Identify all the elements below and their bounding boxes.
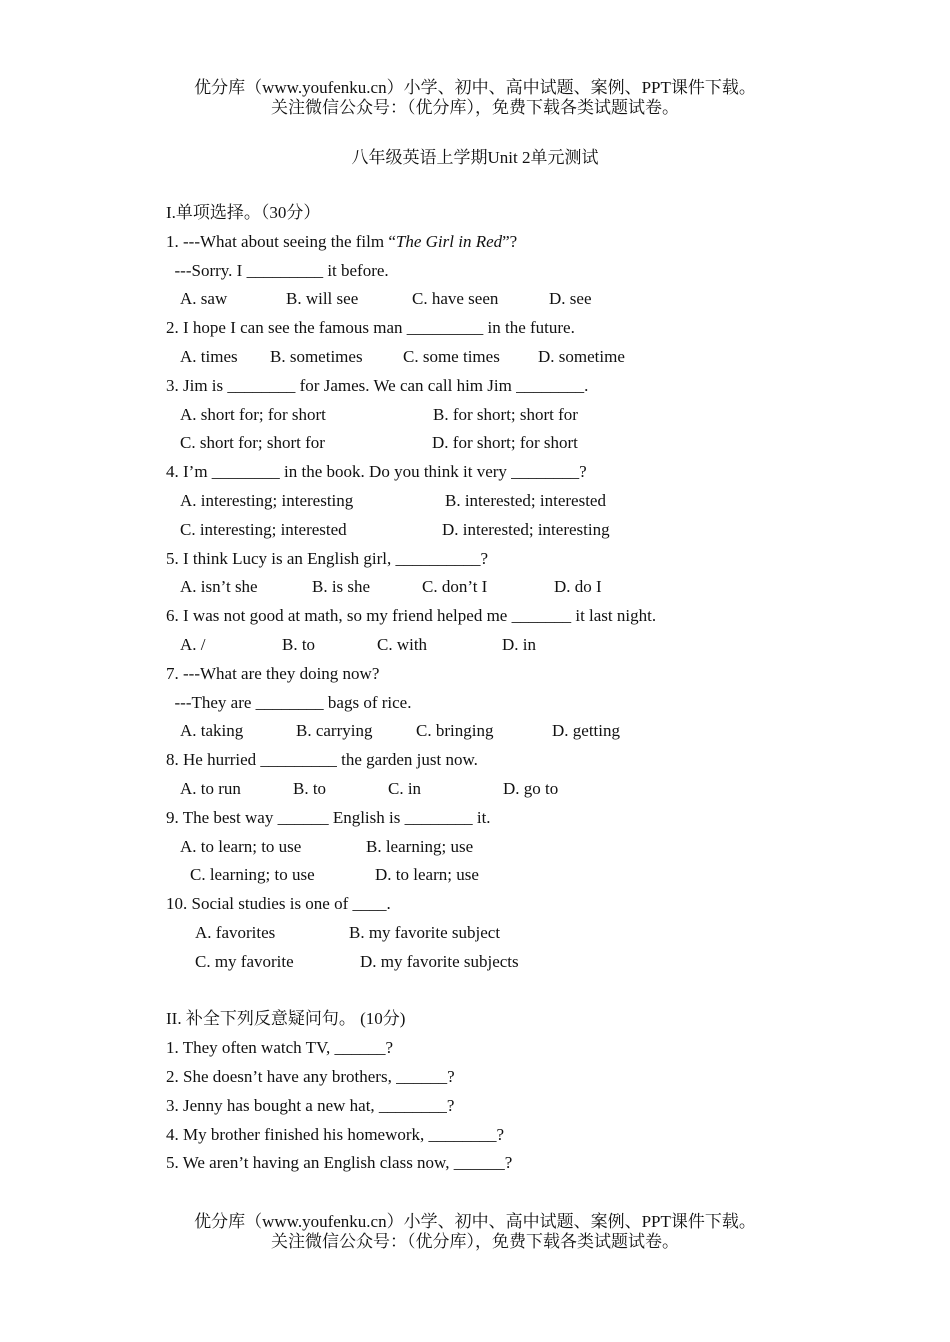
option-d[interactable]: D. my favorite subjects: [360, 951, 519, 971]
tag-question-3: 3. Jenny has bought a new hat, ________?: [166, 1095, 455, 1115]
q6-options: [166, 631, 866, 660]
option-b[interactable]: B. for short; short for: [433, 404, 578, 424]
q10-stem: 10. Social studies is one of ____.: [166, 894, 391, 914]
tag-question-4: 4. My brother finished his homework, ________?: [166, 1124, 505, 1144]
option-a[interactable]: A. taking: [180, 721, 244, 741]
option-b[interactable]: B. carrying: [296, 721, 373, 741]
q4-options-row2: [166, 516, 866, 545]
q1-options: [166, 285, 866, 314]
section-1-heading: I.单项选择。（30分）: [166, 203, 321, 222]
section-gap: [166, 977, 866, 1006]
option-b[interactable]: B. interested; interested: [445, 490, 606, 510]
option-a[interactable]: A. short for; for short: [180, 404, 326, 424]
option-c[interactable]: C. don’t I: [422, 577, 488, 597]
q4-stem: 4. I’m ________ in the book. Do you think it very ________?: [166, 462, 587, 482]
banner-line-1: 优分库（www.youfenku.cn）小学、初中、高中试题、案例、PPT课件下载。: [194, 78, 756, 97]
option-d[interactable]: D. do I: [554, 577, 602, 597]
option-a[interactable]: A. interesting; interesting: [180, 490, 354, 510]
q5-stem: 5. I think Lucy is an English girl, __________?: [166, 548, 489, 568]
option-d[interactable]: D. in: [502, 634, 536, 654]
option-a[interactable]: A. saw: [180, 289, 228, 309]
q6-stem: 6. I was not good at math, so my friend helped me _______ it last night.: [166, 606, 657, 626]
option-c[interactable]: C. with: [377, 634, 428, 654]
q1-stem: 1. ---What about seeing the film “The Girl in Red”?: [166, 231, 518, 251]
footer-banner: [0, 1212, 950, 1252]
option-d[interactable]: D. interested; interesting: [442, 519, 610, 539]
banner-line-1: 优分库（www.youfenku.cn）小学、初中、高中试题、案例、PPT课件下载。: [194, 1212, 756, 1231]
option-c[interactable]: C. interesting; interested: [180, 519, 347, 539]
exam-content: [166, 199, 866, 1178]
page-title: 八年级英语上学期Unit 2单元测试: [351, 148, 599, 167]
option-a[interactable]: A. /: [180, 634, 206, 654]
header-banner: [0, 78, 950, 118]
option-c[interactable]: C. learning; to use: [190, 865, 315, 885]
option-b[interactable]: B. to: [293, 778, 327, 798]
q7-stem: 7. ---What are they doing now?: [166, 663, 380, 683]
q3-stem: 3. Jim is ________ for James. We can call him Jim ________.: [166, 375, 589, 395]
option-a[interactable]: A. to learn; to use: [180, 836, 302, 856]
q9-options-row2: [166, 861, 866, 890]
q2-stem: 2. I hope I can see the famous man _________ in the future.: [166, 318, 575, 338]
q7-options: [166, 717, 866, 746]
option-c[interactable]: C. short for; short for: [180, 433, 325, 453]
q5-options: [166, 573, 866, 602]
banner-line-2: 关注微信公众号：（优分库），免费下载各类试题试卷。: [271, 98, 679, 117]
option-b[interactable]: B. will see: [286, 289, 359, 309]
film-title: The Girl in Red: [395, 231, 503, 251]
q9-stem: 9. The best way ______ English is ________ it.: [166, 807, 491, 827]
option-c[interactable]: C. bringing: [416, 721, 494, 741]
q3-options-row1: [166, 401, 866, 430]
q8-stem: 8. He hurried _________ the garden just now.: [166, 750, 478, 770]
option-d[interactable]: D. for short; for short: [432, 433, 578, 453]
option-b[interactable]: B. is she: [312, 577, 371, 597]
option-b[interactable]: B. to: [282, 634, 316, 654]
option-a[interactable]: A. favorites: [195, 922, 276, 942]
tag-question-1: 1. They often watch TV, ______?: [166, 1038, 394, 1058]
q2-options: [166, 343, 866, 372]
option-b[interactable]: B. my favorite subject: [349, 922, 501, 942]
option-d[interactable]: D. sometime: [538, 346, 625, 366]
option-a[interactable]: A. isn’t she: [180, 577, 258, 597]
option-a[interactable]: A. times: [180, 346, 238, 366]
option-d[interactable]: D. getting: [552, 721, 620, 741]
option-b[interactable]: B. sometimes: [270, 346, 363, 366]
banner-line-2: 关注微信公众号：（优分库），免费下载各类试题试卷。: [271, 1232, 679, 1251]
q7-line2: ---They are ________ bags of rice.: [166, 692, 412, 712]
q9-options-row1: [166, 833, 866, 862]
option-c[interactable]: C. some times: [403, 346, 500, 366]
tag-question-2: 2. She doesn’t have any brothers, ______?: [166, 1066, 455, 1086]
q10-options-row1: [166, 919, 866, 948]
q8-options: [166, 775, 866, 804]
option-a[interactable]: A. to run: [180, 778, 241, 798]
option-b[interactable]: B. learning; use: [366, 836, 474, 856]
q1-line2: ---Sorry. I _________ it before.: [166, 260, 389, 280]
q3-options-row2: [166, 429, 866, 458]
option-c[interactable]: C. my favorite: [195, 951, 294, 971]
option-c[interactable]: C. have seen: [412, 289, 499, 309]
option-c[interactable]: C. in: [388, 778, 422, 798]
tag-question-5: 5. We aren’t having an English class now, ______?: [166, 1153, 513, 1173]
option-d[interactable]: D. go to: [503, 778, 559, 798]
section-2-heading: II. 补全下列反意疑问句。 (10分): [166, 1009, 406, 1029]
q10-options-row2: [166, 948, 866, 977]
q4-options-row1: [166, 487, 866, 516]
option-d[interactable]: D. see: [549, 289, 592, 309]
option-d[interactable]: D. to learn; use: [375, 865, 479, 885]
